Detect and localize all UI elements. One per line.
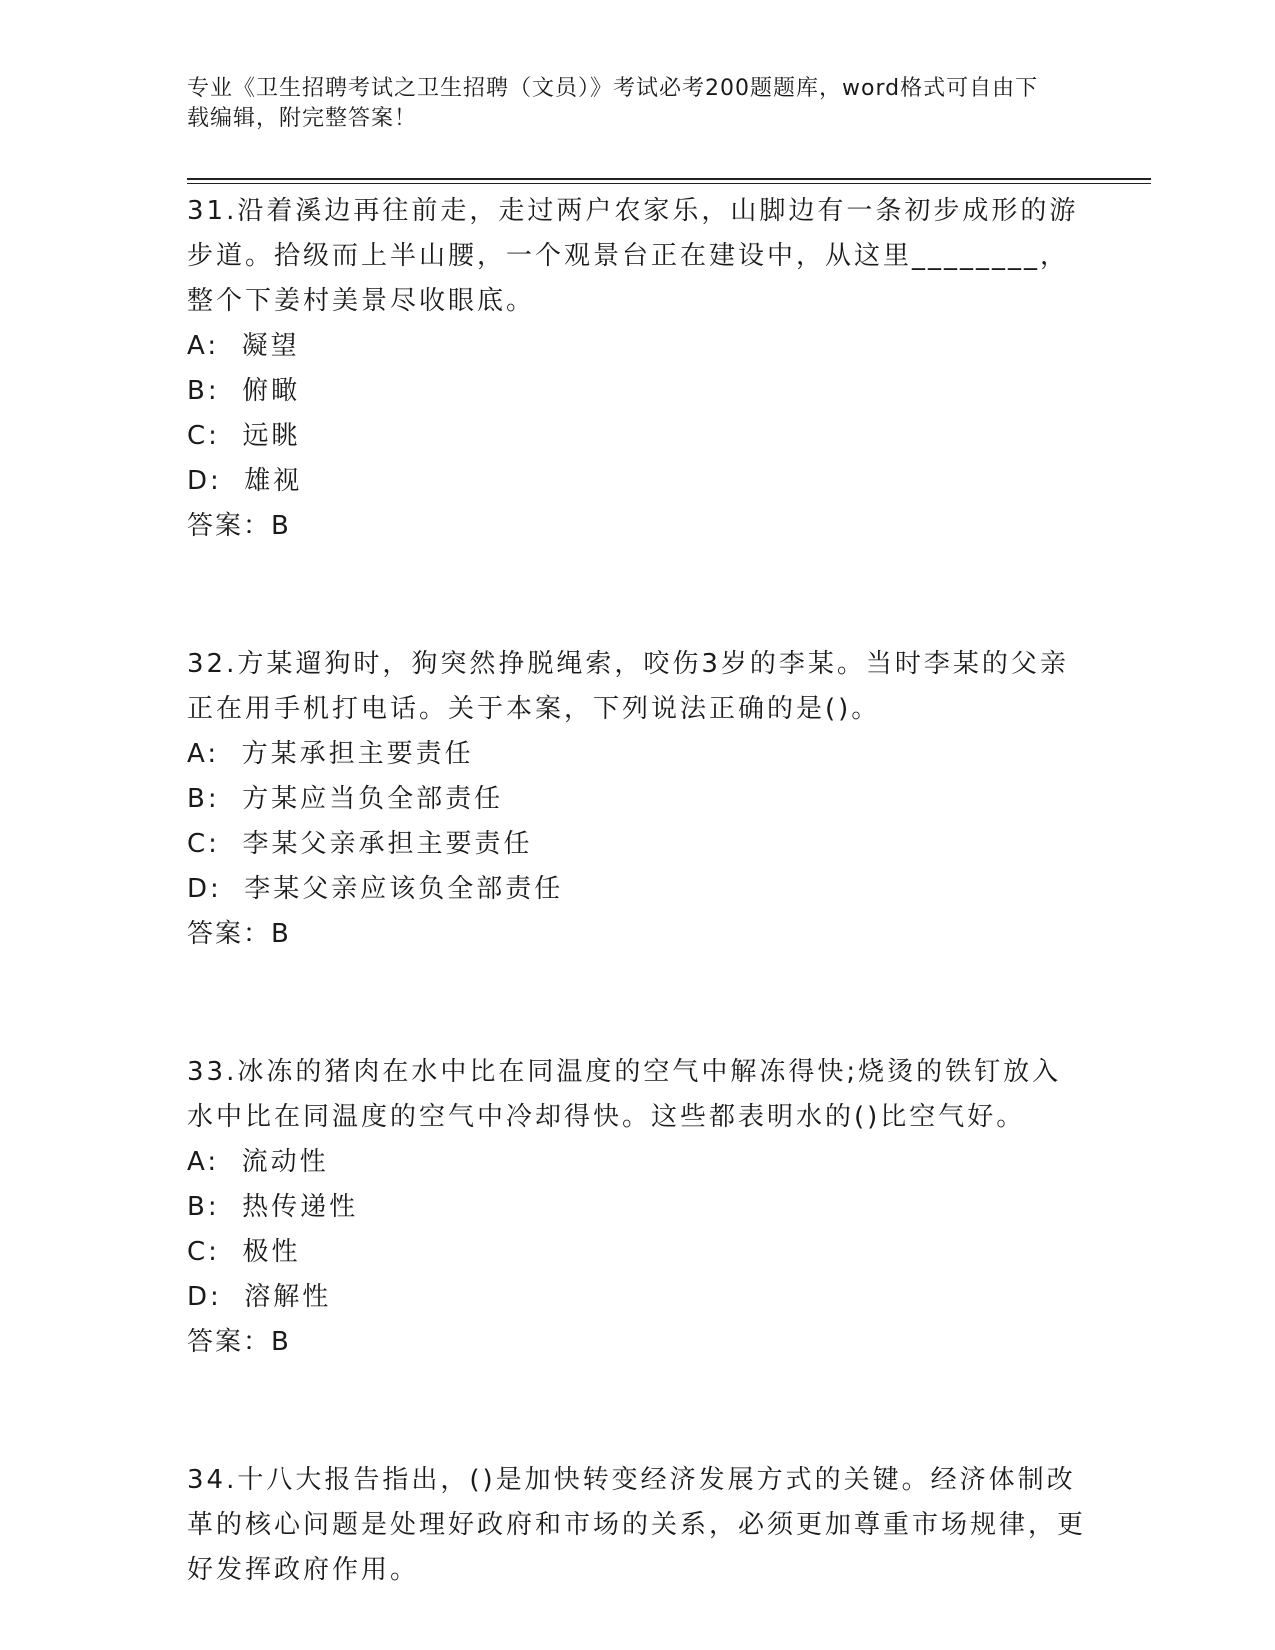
question-33 bbox=[187, 1050, 1087, 1365]
header-rule-thick bbox=[187, 178, 1151, 180]
document-header: 专业《卫生招聘考试之卫生招聘（文员）》考试必考200题题库，word格式可自由下载编辑，附完整答案！ bbox=[187, 76, 1039, 131]
answer-line: 答案：B bbox=[187, 511, 291, 541]
question-32 bbox=[187, 642, 1087, 957]
header-rule-thin bbox=[187, 183, 1151, 184]
question-stem: 34.十八大报告指出，()是加快转变经济发展方式的关键。经济体制改革的核心问题是处理好政府和市场的关系，必须更加尊重市场规律，更好发挥政府作用。 bbox=[187, 1465, 1087, 1585]
option-d: D: 溶解性 bbox=[187, 1282, 332, 1312]
question-stem: 32.方某遛狗时，狗突然挣脱绳索，咬伤3岁的李某。当时李某的父亲正在用手机打电话。关于本案，下列说法正确的是()。 bbox=[187, 649, 1069, 724]
question-list bbox=[187, 189, 1087, 1593]
question-34 bbox=[187, 1458, 1087, 1593]
option-b: B: 热传递性 bbox=[187, 1192, 359, 1222]
option-d: D: 李某父亲应该负全部责任 bbox=[187, 874, 564, 904]
option-c: C: 李某父亲承担主要责任 bbox=[187, 829, 533, 859]
answer-line: 答案：B bbox=[187, 919, 291, 949]
option-c: C: 远眺 bbox=[187, 421, 301, 451]
option-c: C: 极性 bbox=[187, 1237, 301, 1267]
answer-line: 答案：B bbox=[187, 1327, 291, 1357]
option-a: A: 方某承担主要责任 bbox=[187, 739, 474, 769]
option-a: A: 流动性 bbox=[187, 1147, 329, 1177]
question-stem: 31.沿着溪边再往前走，走过两户农家乐，山脚边有一条初步成形的游步道。拾级而上半山腰，一个观景台正在建设中，从这里________，整个下姜村美景尽收眼底。 bbox=[187, 196, 1079, 316]
option-b: B: 方某应当负全部责任 bbox=[187, 784, 504, 814]
question-stem: 33.冰冻的猪肉在水中比在同温度的空气中解冻得快;烧烫的铁钉放入水中比在同温度的空气中冷却得快。这些都表明水的()比空气好。 bbox=[187, 1057, 1062, 1132]
question-31 bbox=[187, 189, 1087, 549]
option-b: B: 俯瞰 bbox=[187, 376, 301, 406]
option-a: A: 凝望 bbox=[187, 331, 300, 361]
option-d: D: 雄视 bbox=[187, 466, 303, 496]
